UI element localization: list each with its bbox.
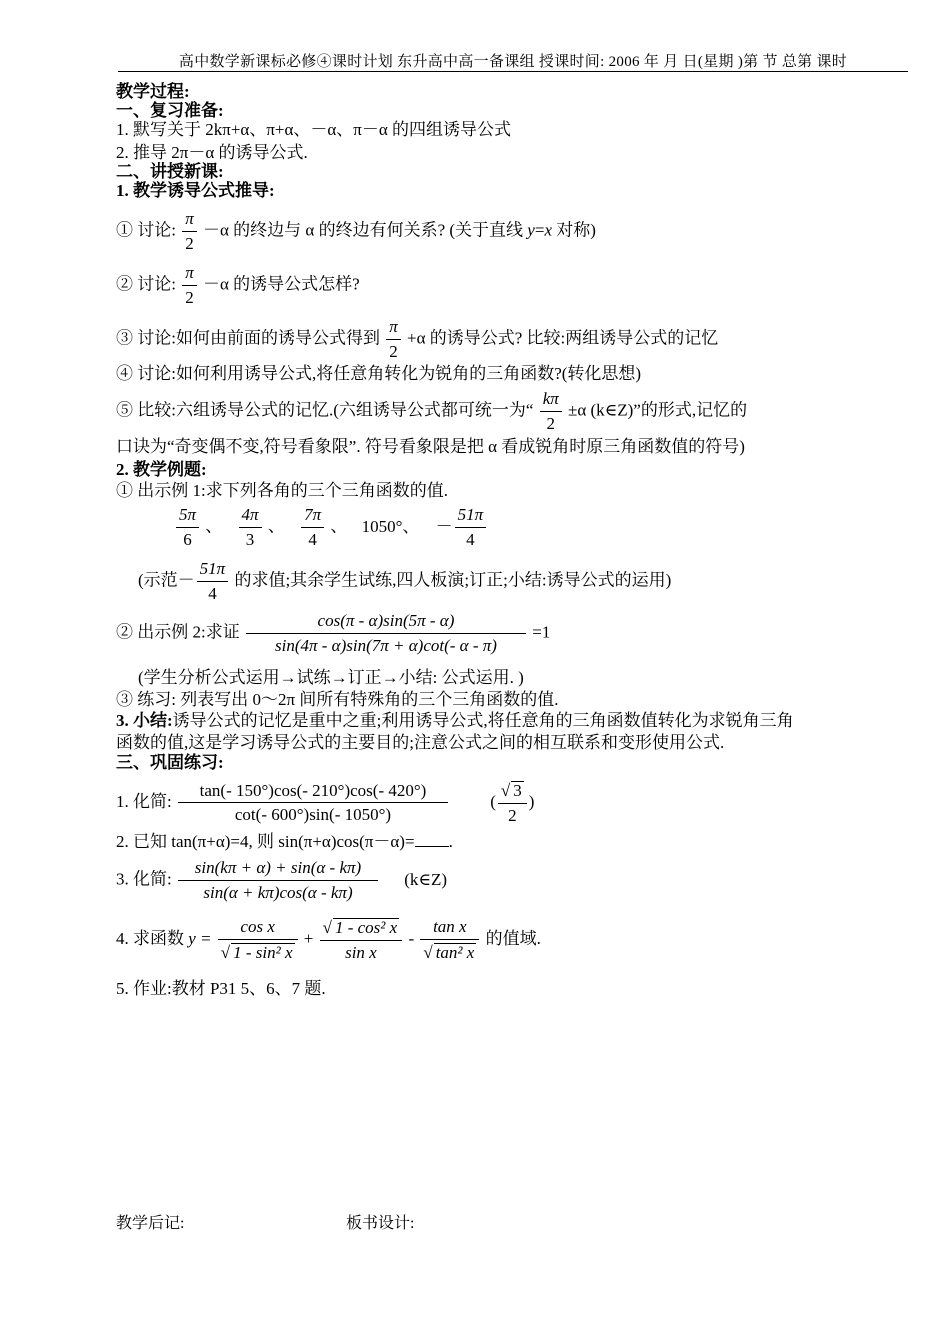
- frac-num: π: [386, 318, 401, 340]
- page-header: 高中数学新课标必修④课时计划 东升高中高一备课组 授课时间: 2006 年 月 日(星期 )第 节 总第 课时: [178, 54, 848, 70]
- frac-den: 4: [308, 529, 317, 549]
- angle-fraction: [301, 506, 324, 549]
- review-item-2: 2. 推导 2π－α 的诱导公式.: [116, 143, 308, 162]
- q3-condition: (k∈Z): [404, 869, 448, 889]
- frac-den: 3: [245, 529, 255, 549]
- discussion-5-formula: ±α (k∈Z): [568, 400, 634, 420]
- frac-den: sin x: [345, 942, 377, 962]
- demo-fraction: [197, 560, 229, 603]
- frac-den: √ tan² x: [423, 942, 475, 962]
- examples-subheading: 2. 教学例题:: [116, 460, 207, 479]
- q1-answer-open: (: [490, 792, 496, 812]
- demo-note: [138, 560, 671, 603]
- equals-sign: =: [534, 220, 545, 240]
- frac-den: 2: [546, 413, 555, 433]
- q4-text: 的值域.: [485, 929, 541, 949]
- review-item-1: 1. 默写关于 2kπ+α、π+α、－α、π－α 的四组诱导公式: [116, 120, 512, 139]
- summary: [116, 711, 794, 731]
- radicand: tan² x: [435, 942, 475, 962]
- q2-end: .: [448, 832, 453, 851]
- var-x: x: [544, 220, 552, 240]
- frac-den: sin(α + kπ)cos(α - kπ): [203, 882, 353, 902]
- header-rule: [118, 71, 908, 72]
- plus-sign: +: [303, 929, 314, 949]
- example-1: ① 出示例 1:求下列各角的三个三角函数的值.: [116, 481, 448, 500]
- answer-blank: [415, 832, 449, 847]
- discussion-5-continued: 口诀为“奇变偶不变,符号看象限”. 符号看象限是把 α 看成锐角时原三角函数值的符号): [116, 437, 745, 456]
- frac-den: 2: [185, 287, 194, 307]
- discussion-2-text: －α 的诱导公式怎样?: [203, 274, 360, 294]
- practice-q5: 5. 作业:教材 P31 5、6、7 题.: [116, 979, 326, 998]
- summary-text: 诱导公式的记忆是重中之重;利用诱导公式,将任意角的三角函数值转化为求锐角三角: [172, 711, 794, 730]
- teaching-notes-label: 教学后记:: [116, 1215, 185, 1232]
- derivation-subheading: 1. 教学诱导公式推导:: [116, 181, 275, 200]
- fraction-k-pi-over-2: [540, 390, 562, 433]
- discussion-4: ④ 讨论:如何利用诱导公式,将任意角转化为锐角的三角函数?(转化思想): [116, 364, 642, 383]
- q1-answer: [498, 781, 527, 825]
- frac-num: tan x: [420, 918, 479, 940]
- discussion-3-text: +α 的诱导公式? 比较:两组诱导公式的记忆: [407, 328, 719, 348]
- frac-num: kπ: [540, 390, 562, 412]
- demo-post: 的求值;其余学生试练,四人板演;订正;小结:诱导公式的运用): [230, 570, 672, 590]
- example-2-label: ② 出示例 2:求证: [116, 622, 240, 642]
- exercise-3: ③ 练习: 列表写出 0～2π 间所有特殊角的三个三角函数的值.: [116, 690, 559, 709]
- q4-term-2: [320, 918, 403, 962]
- q1-label: 1. 化简:: [116, 792, 172, 812]
- practice-q4: [116, 918, 541, 962]
- q1-answer-close: ): [528, 792, 535, 812]
- process-title: 教学过程:: [116, 82, 190, 101]
- separator: 、: [205, 516, 223, 536]
- q3-fraction: [178, 859, 378, 902]
- q4-term-1: [218, 918, 298, 962]
- q4-label: 4. 求函数: [116, 929, 184, 949]
- angle-fraction: [239, 506, 262, 549]
- example-2: [116, 612, 550, 655]
- discussion-2: [116, 264, 360, 307]
- angle-list: [174, 506, 488, 549]
- frac-den: 4: [208, 583, 217, 603]
- frac-den: 6: [183, 529, 192, 549]
- q2-text: 2. 已知 tan(π+α)=4, 则 sin(π+α)cos(π－α)=: [116, 832, 415, 851]
- review-heading: 一、复习准备:: [116, 101, 224, 120]
- frac-num: √ 3: [498, 781, 527, 804]
- q4-term-3: [420, 918, 479, 962]
- discussion-5-text: ”的形式,记忆的: [633, 400, 748, 420]
- demo-pre: (示范－: [138, 570, 195, 590]
- discussion-1-text: －α 的终边与 α 的终边有何关系? (关于直线: [203, 220, 528, 240]
- frac-num: sin(kπ + α) + sin(α - kπ): [178, 859, 378, 881]
- q1-fraction: [178, 782, 448, 825]
- fraction-pi-over-2: [182, 210, 197, 253]
- q4-y: y =: [188, 929, 212, 949]
- frac-num: 5π: [176, 506, 199, 528]
- frac-num: tan(- 150°)cos(- 210°)cos(- 420°): [178, 782, 448, 804]
- frac-den: 2: [185, 233, 194, 253]
- discussion-1-label: ① 讨论:: [116, 220, 176, 240]
- proof-result: =1: [532, 622, 551, 642]
- radicand: 1 - cos² x: [334, 918, 398, 937]
- discussion-1: [116, 210, 596, 253]
- frac-num: 7π: [301, 506, 324, 528]
- frac-den: sin(4π - α)sin(7π + α)cot(- α - π): [275, 635, 497, 655]
- discussion-5: [116, 390, 747, 433]
- angle-fraction: [455, 506, 487, 549]
- minus-sign: －: [435, 516, 453, 536]
- board-design-label: 板书设计:: [346, 1215, 415, 1232]
- angle-fraction: [176, 506, 199, 549]
- summary-continued: 函数的值,这是学习诱导公式的主要目的;注意公式之间的相互联系和变形使用公式.: [116, 733, 725, 752]
- var-y: y: [527, 220, 535, 240]
- frac-den: √ 1 - sin² x: [220, 942, 293, 962]
- frac-num: cos x: [218, 918, 298, 940]
- frac-num: 4π: [239, 506, 262, 528]
- discussion-3: [116, 318, 718, 361]
- frac-den: 2: [508, 805, 517, 825]
- discussion-3-label: ③ 讨论:如何由前面的诱导公式得到: [116, 328, 380, 348]
- example-2-note: (学生分析公式运用→试练→订正→小结: 公式运用. ): [138, 668, 524, 687]
- angle-1050: 1050°、: [361, 516, 420, 536]
- practice-q2: [116, 832, 453, 852]
- practice-q3: [116, 859, 447, 902]
- radicand: 1 - sin² x: [233, 942, 293, 962]
- frac-num: 51π: [455, 506, 487, 528]
- frac-num: π: [182, 210, 197, 232]
- frac-num: π: [182, 264, 197, 286]
- new-lesson-heading: 二、讲授新课:: [116, 162, 224, 181]
- q3-label: 3. 化简:: [116, 869, 172, 889]
- separator: 、: [267, 516, 285, 536]
- discussion-2-label: ② 讨论:: [116, 274, 176, 294]
- radicand: 3: [513, 781, 522, 800]
- proof-fraction: [246, 612, 526, 655]
- practice-q1: [116, 781, 534, 825]
- discussion-5-label: ⑤ 比较:六组诱导公式的记忆.(六组诱导公式都可统一为“: [116, 400, 534, 420]
- frac-num: cos(π - α)sin(5π - α): [246, 612, 526, 634]
- frac-den: 4: [466, 529, 475, 549]
- practice-heading: 三、巩固练习:: [116, 753, 224, 772]
- fraction-pi-over-2: [386, 318, 401, 361]
- discussion-1-tail: 对称): [551, 220, 596, 240]
- separator: 、: [330, 516, 348, 536]
- summary-label: 3. 小结:: [116, 711, 173, 730]
- fraction-pi-over-2: [182, 264, 197, 307]
- frac-den: 2: [389, 341, 398, 361]
- frac-num: √ 1 - cos² x: [320, 918, 403, 941]
- frac-den: cot(- 600°)sin(- 1050°): [234, 805, 392, 825]
- minus-sign: -: [408, 929, 415, 949]
- frac-num: 51π: [197, 560, 229, 582]
